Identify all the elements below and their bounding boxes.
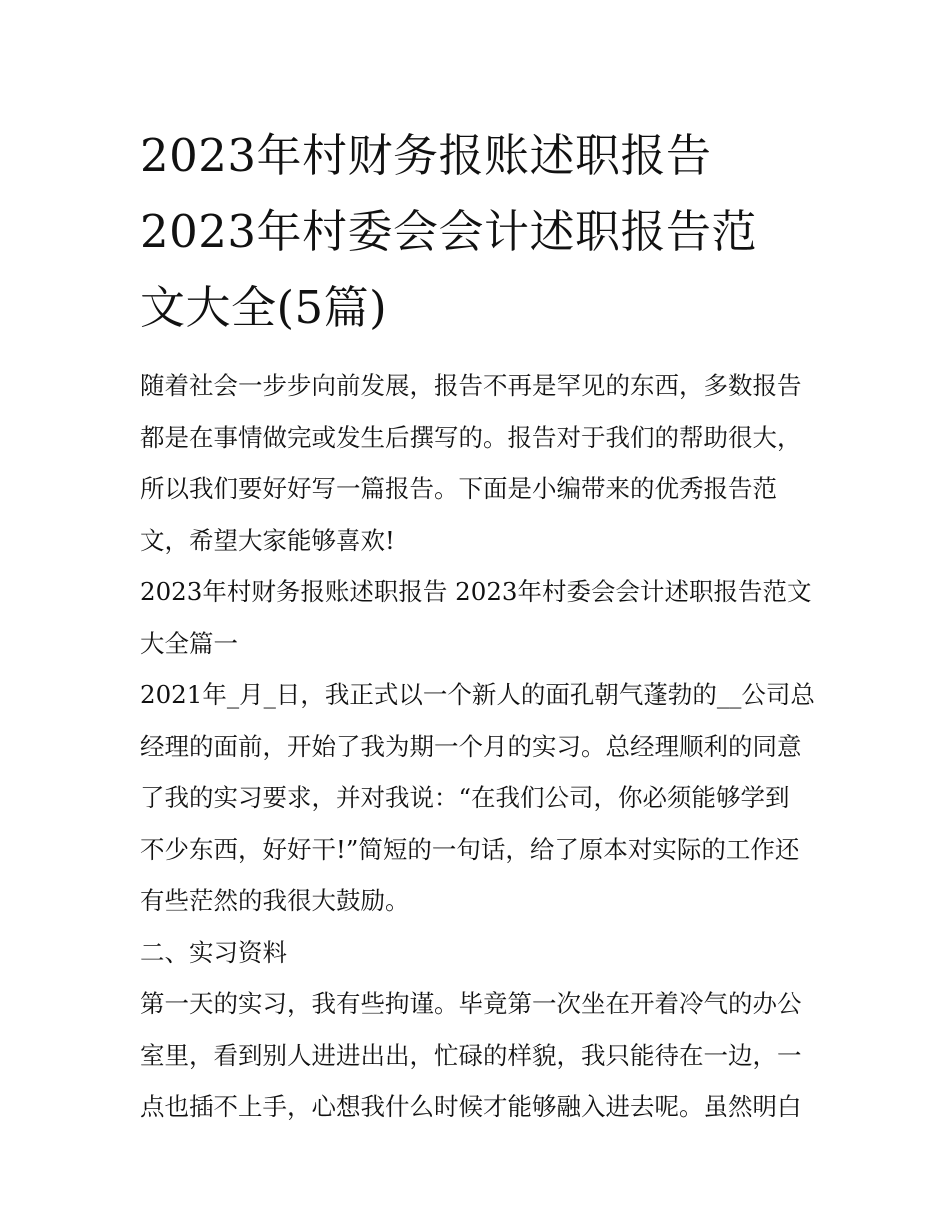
text-line: 2021年_月_日，我正式以一个新人的面孔朝气蓬勃的__公司总 [140, 680, 815, 709]
text-line: 了我的实习要求，并对我说：“在我们公司，你必须能够学到 [140, 783, 790, 812]
text-line: 文，希望大家能够喜欢! [140, 525, 395, 555]
text-line: 所以我们要好好写一篇报告。下面是小编带来的优秀报告范 [140, 474, 777, 503]
text-line: 二、实习资料 [140, 937, 287, 967]
text-line: 有些茫然的我很大鼓励。 [140, 886, 410, 915]
subsection-heading [140, 927, 812, 979]
intro-paragraph [140, 360, 812, 566]
document-page [140, 118, 815, 1133]
text-line: 点也插不上手，心想我什么时候才能够融入进去呢。虽然明白 [140, 1092, 802, 1121]
body-paragraph [140, 669, 815, 927]
text-line: 随着社会一步步向前发展，报告不再是罕见的东西，多数报告 [140, 371, 802, 400]
document-body [140, 360, 815, 1133]
section-heading [140, 566, 812, 669]
title-line: 2023年村财务报账述职报告 [140, 129, 712, 182]
text-line: 第一天的实习，我有些拘谨。毕竟第一次坐在开着冷气的办公 [140, 989, 802, 1018]
title-line: 2023年村委会会计述职报告范 [140, 205, 758, 258]
text-line: 不少东西，好好干!”简短的一句话，给了原本对实际的工作还 [140, 834, 800, 864]
text-line: 经理的面前，开始了我为期一个月的实习。总经理顺利的同意 [140, 731, 802, 761]
title-line: 文大全(5篇) [140, 281, 388, 334]
text-line: 室里，看到别人进进出出，忙碌的样貌，我只能待在一边，一 [140, 1040, 802, 1070]
text-line: 大全篇一 [140, 628, 238, 658]
body-paragraph [140, 978, 812, 1133]
document-title [140, 118, 812, 346]
text-line: 2023年村财务报账述职报告 2023年村委会会计述职报告范文 [140, 577, 812, 606]
text-line: 都是在事情做完或发生后撰写的。报告对于我们的帮助很大， [140, 422, 802, 452]
